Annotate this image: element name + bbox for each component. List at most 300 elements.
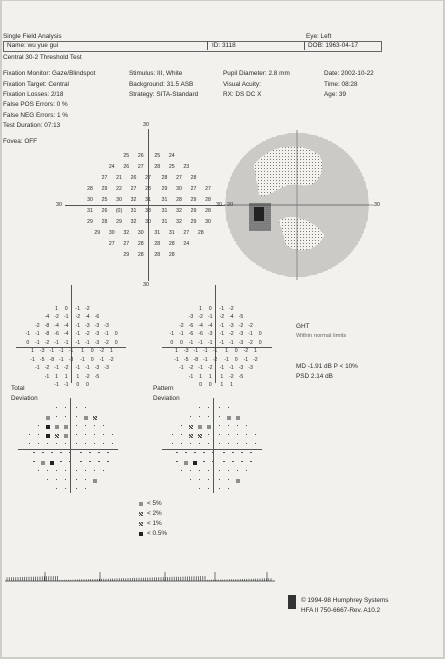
pattern-deviation-value: 0 — [208, 382, 212, 389]
total-deviation-value: -1 — [63, 382, 69, 389]
total-probability-symbol — [29, 443, 30, 444]
pattern-probability-symbol — [208, 416, 209, 417]
stimulus: Stimulus: III, White — [129, 70, 183, 77]
pattern-deviation-value: 0 — [234, 356, 238, 363]
total-probability-symbol — [33, 452, 34, 453]
total-deviation-value: -3 — [104, 365, 109, 372]
total-probability-symbol — [94, 434, 95, 435]
total-probability-symbol — [76, 416, 77, 417]
total-deviation-value: 1 — [76, 373, 80, 380]
total-deviation-value: -3 — [94, 322, 100, 329]
threshold-value: 29 — [123, 251, 130, 258]
total-probability-symbol — [38, 434, 39, 435]
pattern-deviation-value: 0 — [234, 348, 238, 355]
pattern-probability-symbol — [250, 461, 251, 462]
pattern-probability-symbol — [181, 470, 182, 471]
total-deviation-value: 1 — [55, 373, 59, 380]
total-probability-symbol — [80, 452, 81, 453]
pattern-probability-symbol — [228, 479, 229, 480]
total-probability-symbol — [46, 425, 50, 429]
threshold-value: 30 — [116, 196, 122, 203]
pattern-deviation-value: -2 — [248, 339, 253, 346]
total-deviation-value: -3 — [68, 356, 74, 363]
pattern-deviation-value: 1 — [225, 348, 229, 355]
pattern-probability-symbol — [181, 434, 182, 435]
threshold-axis-label: 30 — [143, 122, 149, 128]
threshold-value: 28 — [154, 163, 161, 170]
threshold-value: 29 — [161, 185, 168, 192]
total-deviation-value: 1 — [109, 348, 113, 355]
pattern-probability-symbol — [190, 470, 191, 471]
pattern-deviation-value: -1 — [203, 348, 208, 355]
legend-label: < 1% — [147, 520, 162, 527]
pattern-probability-symbol — [236, 416, 240, 420]
pattern-probability-symbol — [181, 443, 182, 444]
legend-symbol — [139, 532, 143, 536]
pattern-probability-symbol — [203, 461, 204, 462]
total-probability-symbol — [112, 443, 113, 444]
total-probability-symbol — [94, 443, 95, 444]
total-probability-symbol — [76, 425, 77, 426]
patient-name: Name: wu yue gui — [7, 42, 59, 49]
total-probability-symbol — [93, 416, 97, 420]
pattern-deviation-value: -4 — [229, 314, 234, 321]
name-box-divider — [207, 41, 208, 50]
threshold-value: 30 — [145, 218, 151, 225]
total-probability-symbol — [85, 479, 86, 480]
total-deviation-value: -4 — [85, 314, 90, 321]
total-probability-symbol — [94, 470, 95, 471]
total-probability-symbol — [65, 416, 66, 417]
pattern-deviation-value: -5 — [238, 314, 244, 321]
total-deviation-value: -2 — [109, 356, 114, 363]
printout-sheet — [2, 1, 443, 657]
pattern-probability-symbol — [172, 434, 173, 435]
threshold-value: 28 — [154, 251, 161, 258]
pattern-probability-symbol — [212, 452, 213, 453]
threshold-value: 29 — [190, 196, 197, 203]
total-deviation-value: -2 — [44, 339, 50, 346]
threshold-value: 26 — [101, 207, 108, 214]
threshold-value: 27 — [130, 185, 137, 192]
pattern-probability-symbol — [189, 425, 193, 429]
md-value: MD -1.91 dB P < 10% — [296, 363, 358, 370]
pattern-deviation-value: -2 — [198, 314, 203, 321]
threshold-value: 27 — [137, 163, 144, 170]
legend-symbol — [139, 522, 143, 526]
pattern-deviation-value: -2 — [188, 365, 194, 372]
total-deviation-label: Deviation — [11, 395, 38, 402]
total-probability-symbol — [41, 461, 45, 465]
pattern-deviation-value: 0 — [258, 331, 262, 338]
report-title: Single Field Analysis — [3, 33, 62, 40]
pattern-deviation-value: 1 — [220, 382, 224, 389]
patient-dob: DOB: 1963-04-17 — [308, 42, 359, 49]
pattern-deviation-value: -1 — [174, 356, 179, 363]
threshold-value: 22 — [116, 185, 122, 192]
threshold-value: 28 — [190, 174, 197, 181]
strategy: Strategy: SITA-Standard — [129, 91, 199, 98]
total-deviation-value: -2 — [35, 322, 40, 329]
pattern-probability-symbol — [189, 434, 193, 438]
threshold-value: 28 — [154, 240, 161, 247]
threshold-value: 27 — [123, 240, 130, 247]
total-deviation-value: -1 — [35, 331, 40, 338]
total-probability-symbol — [33, 461, 34, 462]
pattern-probability-symbol — [246, 425, 247, 426]
pattern-probability-symbol — [194, 452, 195, 453]
false-pos-errors: False POS Errors: 0 % — [3, 101, 68, 108]
total-deviation-value: -2 — [75, 314, 81, 321]
total-deviation-value: -8 — [49, 356, 55, 363]
total-deviation-value: -1 — [75, 305, 81, 312]
threshold-value: 31 — [161, 207, 168, 214]
threshold-value: 32 — [176, 218, 182, 225]
total-probability-symbol — [76, 434, 77, 435]
total-probability-symbol — [38, 443, 39, 444]
total-probability-symbol — [47, 470, 48, 471]
threshold-value: 30 — [137, 229, 144, 236]
pattern-probability-symbol — [250, 452, 251, 453]
total-probability-symbol — [85, 488, 86, 489]
total-deviation-value: -5 — [94, 373, 100, 380]
pattern-probability-symbol — [208, 407, 209, 408]
rx: RX: DS DC X — [223, 91, 262, 98]
pattern-probability-symbol — [190, 443, 191, 444]
total-deviation-value: -3 — [39, 348, 45, 355]
fixation-losses: Fixation Losses: 2/18 — [3, 91, 64, 98]
threshold-axis-label: 30 — [56, 202, 62, 208]
threshold-value: 28 — [205, 207, 211, 214]
pattern-probability-symbol — [237, 434, 238, 435]
pattern-deviation-value: -2 — [229, 373, 234, 380]
pattern-deviation-value: -1 — [188, 339, 194, 346]
pattern-deviation-value: -1 — [207, 314, 213, 321]
total-probability-symbol — [64, 434, 68, 438]
pattern-deviation-value: -3 — [188, 314, 194, 321]
threshold-value: 30 — [205, 218, 211, 225]
total-probability-symbol — [46, 416, 50, 420]
pattern-probability-symbol — [176, 452, 177, 453]
patient-id: ID: 3118 — [212, 42, 236, 49]
threshold-value: 27 — [145, 174, 151, 181]
threshold-value: 28 — [168, 251, 175, 258]
threshold-v-axis — [148, 129, 149, 281]
threshold-value: 24 — [183, 240, 190, 247]
pattern-deviation-value: 0 — [179, 339, 183, 346]
patient-age: Age: 39 — [324, 91, 347, 98]
pattern-probability-symbol — [241, 452, 242, 453]
gaze-tracking-graph — [5, 569, 275, 587]
total-probability-symbol — [56, 470, 57, 471]
threshold-value: 29 — [101, 185, 108, 192]
ght-value: Within normal limits — [296, 333, 347, 339]
total-probability-symbol — [84, 416, 88, 420]
pattern-probability-symbol — [228, 425, 229, 426]
total-deviation-value: -2 — [104, 339, 109, 346]
threshold-value: 30 — [108, 229, 115, 236]
total-probability-symbol — [76, 479, 77, 480]
total-deviation-value: 0 — [114, 339, 118, 346]
threshold-value: 31 — [130, 207, 137, 214]
pattern-probability-symbol — [219, 479, 220, 480]
pattern-deviation-value: -1 — [224, 356, 229, 363]
pattern-deviation-value: -3 — [238, 331, 244, 338]
total-deviation-value: 1 — [81, 348, 85, 355]
total-probability-symbol — [65, 443, 66, 444]
threshold-value: 28 — [161, 174, 168, 181]
total-probability-symbol — [65, 407, 66, 408]
total-prob-v-axis — [70, 398, 71, 493]
pattern-deviation-value: -3 — [183, 348, 189, 355]
total-deviation-value: -1 — [104, 331, 109, 338]
threshold-value: 23 — [183, 163, 190, 170]
pattern-probability-symbol — [198, 434, 202, 438]
pattern-deviation-value: -1 — [193, 348, 199, 355]
pattern-deviation-value: -6 — [188, 322, 194, 329]
legend-label: < 0.5% — [147, 530, 168, 537]
pattern-probability-symbol — [208, 479, 209, 480]
threshold-value: 31 — [145, 196, 151, 203]
grayscale-plot — [224, 125, 374, 285]
pattern-probability-symbol — [184, 461, 188, 465]
threshold-value: 28 — [137, 240, 144, 247]
total-probability-symbol — [65, 470, 66, 471]
total-probability-symbol — [103, 443, 104, 444]
pattern-deviation-value: -1 — [179, 331, 184, 338]
total-deviation-value: -2 — [85, 331, 90, 338]
total-probability-symbol — [103, 434, 104, 435]
total-probability-symbol — [107, 452, 108, 453]
pattern-deviation-value: -6 — [188, 331, 194, 338]
threshold-value: 31 — [161, 218, 168, 225]
threshold-value: 29 — [94, 229, 101, 236]
total-probability-symbol — [89, 461, 90, 462]
total-deviation-value: 0 — [90, 348, 94, 355]
threshold-value: 28 — [197, 229, 204, 236]
total-deviation-value: -6 — [54, 331, 59, 338]
total-probability-symbol — [56, 488, 57, 489]
threshold-value: 32 — [130, 196, 137, 203]
total-probability-symbol — [112, 434, 113, 435]
threshold-value: 31 — [161, 196, 168, 203]
pattern-probability-symbol — [237, 443, 238, 444]
legend-label: < 5% — [147, 500, 162, 507]
threshold-value: 28 — [87, 185, 93, 192]
threshold-value: 24 — [168, 152, 175, 159]
pattern-probability-symbol — [219, 434, 220, 435]
total-probability-symbol — [76, 443, 77, 444]
pattern-probability-symbol — [190, 416, 191, 417]
pattern-deviation-value: -1 — [229, 365, 234, 372]
model-version: HFA II 750-6667-Rev. A10.2 — [301, 607, 381, 614]
threshold-value: 30 — [87, 196, 93, 203]
total-deviation-value: -2 — [99, 348, 105, 355]
pattern-probability-symbol — [228, 470, 229, 471]
total-deviation-value: 1 — [31, 348, 35, 355]
total-deviation-value: -1 — [63, 339, 69, 346]
test-date: Date: 2002-10-22 — [324, 70, 374, 77]
threshold-value: 25 — [154, 152, 161, 159]
threshold-h-axis — [65, 205, 225, 206]
pattern-probability-symbol — [223, 461, 224, 462]
pattern-deviation-value: -8 — [193, 356, 199, 363]
threshold-value: 28 — [176, 196, 182, 203]
pattern-deviation-value: -2 — [248, 322, 253, 329]
copyright: © 1994-98 Humphrey Systems — [301, 597, 389, 604]
pattern-probability-symbol — [208, 443, 209, 444]
total-deviation-value: -4 — [63, 331, 69, 338]
pattern-deviation-value: -1 — [219, 365, 225, 372]
pattern-probability-symbol — [246, 470, 247, 471]
pattern-deviation-value: -1 — [219, 322, 225, 329]
threshold-value: 30 — [176, 185, 182, 192]
total-probability-symbol — [42, 452, 43, 453]
test-time: Time: 08:28 — [324, 81, 358, 88]
pattern-probability-symbol — [207, 425, 211, 429]
total-deviation-value: -1 — [35, 339, 40, 346]
total-deviation-value: -3 — [104, 322, 109, 329]
total-deviation-value: 1 — [55, 305, 59, 312]
pattern-deviation-value: -1 — [179, 365, 184, 372]
pattern-probability-symbol — [228, 407, 229, 408]
pattern-probability-symbol — [208, 488, 209, 489]
pattern-prob-v-axis — [213, 398, 214, 493]
pattern-deviation-value: -1 — [248, 331, 253, 338]
total-probability-symbol — [85, 443, 86, 444]
total-probability-symbol — [85, 425, 86, 426]
total-deviation-value: 0 — [90, 356, 94, 363]
total-probability-symbol — [56, 479, 57, 480]
total-deviation-value: -3 — [94, 331, 100, 338]
pattern-probability-symbol — [199, 416, 200, 417]
threshold-value: 32 — [130, 218, 137, 225]
threshold-value: 28 — [205, 196, 211, 203]
pattern-probability-symbol — [232, 461, 233, 462]
pattern-deviation-value: -2 — [212, 356, 218, 363]
pattern-deviation-value: -1 — [243, 356, 249, 363]
threshold-value: 31 — [154, 229, 161, 236]
total-probability-symbol — [55, 425, 59, 429]
pattern-probability-symbol — [208, 434, 209, 435]
total-deviation-value: -5 — [39, 356, 45, 363]
pattern-deviation-value: -2 — [179, 322, 184, 329]
pattern-probability-symbol — [246, 443, 247, 444]
threshold-value: 32 — [123, 229, 130, 236]
pattern-probability-symbol — [185, 452, 186, 453]
threshold-value: 27 — [101, 174, 108, 181]
legend-symbol — [139, 502, 143, 506]
total-deviation-value: -6 — [94, 314, 100, 321]
threshold-value: 28 — [101, 218, 108, 225]
total-probability-symbol — [38, 425, 39, 426]
total-probability-symbol — [56, 407, 57, 408]
visual-acuity: Visual Acuity: — [223, 81, 261, 88]
pattern-probability-symbol — [181, 425, 182, 426]
total-deviation-value: -8 — [44, 331, 50, 338]
fixation-target: Fixation Target: Central — [3, 81, 69, 88]
threshold-value: 27 — [183, 229, 190, 236]
total-deviation-value: -3 — [94, 339, 100, 346]
grayscale-axis-label: 30 — [374, 202, 380, 208]
pattern-deviation-value: 1 — [229, 382, 233, 389]
pattern-deviation-value: -4 — [207, 322, 213, 329]
threshold-axis-label: 30 — [143, 282, 149, 288]
total-probability-symbol — [69, 461, 70, 462]
total-prob-h-axis — [18, 449, 118, 450]
threshold-value: 31 — [168, 229, 175, 236]
total-deviation-value: -1 — [54, 382, 59, 389]
pattern-probability-symbol — [223, 452, 224, 453]
total-probability-symbol — [55, 434, 59, 438]
grayscale-axis-label: 30 — [216, 202, 222, 208]
pattern-probability-symbol — [212, 461, 213, 462]
total-deviation-value: -2 — [54, 314, 59, 321]
threshold-value: 26 — [130, 174, 137, 181]
ght-label: GHT — [296, 323, 310, 330]
pattern-deviation-value: 0 — [258, 339, 262, 346]
pattern-probability-symbol — [199, 479, 200, 480]
pattern-prob-h-axis — [162, 449, 262, 450]
pattern-deviation-value: -1 — [198, 365, 203, 372]
total-deviation-value: -1 — [30, 356, 35, 363]
total-deviation-value: -3 — [85, 322, 90, 329]
total-deviation-value: -1 — [80, 356, 85, 363]
total-deviation-value: -4 — [44, 314, 50, 321]
total-deviation-label: Total — [11, 385, 25, 392]
total-probability-symbol — [46, 434, 50, 438]
threshold-value: 24 — [108, 163, 115, 170]
pattern-probability-symbol — [246, 434, 247, 435]
total-probability-symbol — [47, 443, 48, 444]
pattern-probability-symbol — [232, 452, 233, 453]
pattern-probability-symbol — [199, 443, 200, 444]
pattern-deviation-value: -2 — [238, 322, 244, 329]
total-deviation-value: -1 — [44, 373, 50, 380]
pattern-probability-symbol — [193, 461, 197, 465]
threshold-value: 28 — [145, 185, 151, 192]
total-deviation-value: 0 — [26, 339, 30, 346]
total-probability-symbol — [80, 461, 81, 462]
legend-label: < 2% — [147, 510, 162, 517]
total-deviation-value: -1 — [59, 356, 64, 363]
total-deviation-value: -2 — [63, 365, 69, 372]
total-deviation-value: -1 — [99, 356, 105, 363]
total-deviation-value: -1 — [75, 331, 81, 338]
total-deviation-value: -1 — [54, 339, 59, 346]
total-deviation-value: -1 — [59, 348, 64, 355]
total-probability-symbol — [85, 434, 86, 435]
total-probability-symbol — [94, 425, 95, 426]
total-probability-symbol — [65, 479, 66, 480]
total-deviation-value: 1 — [64, 373, 68, 380]
total-deviation-value: -1 — [63, 314, 69, 321]
total-deviation-value: -3 — [94, 365, 100, 372]
pattern-probability-symbol — [237, 470, 238, 471]
total-probability-symbol — [64, 425, 68, 429]
total-deviation-value: -1 — [85, 365, 90, 372]
pattern-deviation-value: -4 — [198, 322, 203, 329]
total-deviation-value: -4 — [54, 322, 59, 329]
pattern-deviation-value: -3 — [229, 322, 234, 329]
total-deviation-value: -1 — [68, 348, 74, 355]
pattern-deviation-value: -1 — [219, 331, 225, 338]
fovea: Fovea: OFF — [3, 138, 38, 145]
total-probability-symbol — [89, 452, 90, 453]
pattern-probability-symbol — [199, 488, 200, 489]
pattern-probability-symbol — [172, 443, 173, 444]
humphrey-logo-icon — [288, 595, 296, 609]
